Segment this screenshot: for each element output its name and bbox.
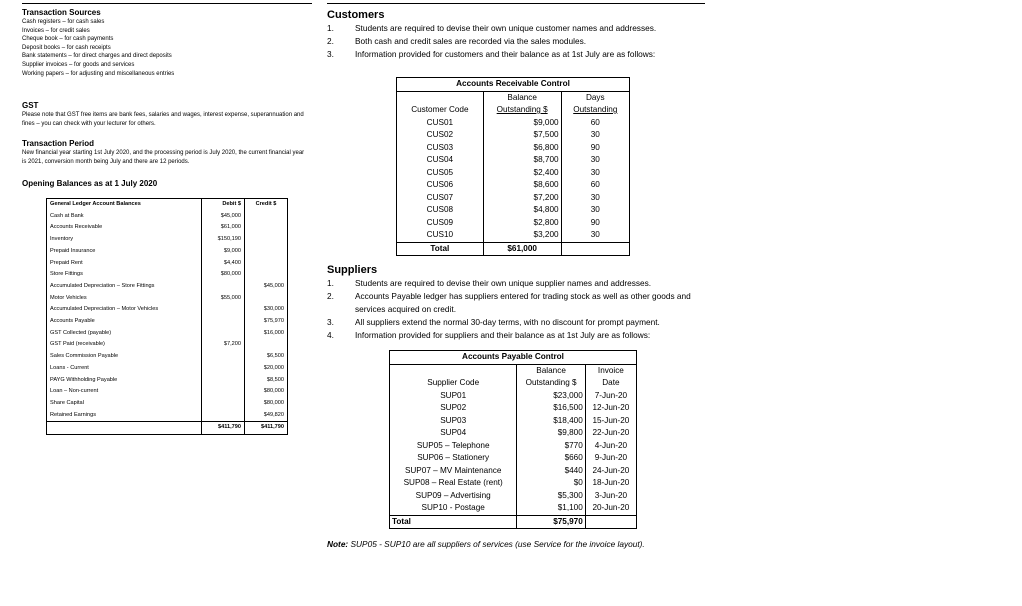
ar-control-balance: $7,500 — [483, 129, 561, 142]
gl-account-name: Share Capital — [50, 399, 84, 406]
ar-control-balance: $7,200 — [483, 192, 561, 205]
gl-debit: $55,000 — [202, 293, 245, 305]
list-text: Students are required to devise their own unique supplier names and addresses. — [355, 278, 652, 288]
ar-control-code: CUS08 — [426, 205, 454, 214]
transaction-sources-heading: Transaction Sources — [22, 8, 101, 17]
ap-control-third: 12-Jun-20 — [585, 402, 636, 415]
ap-control-row — [390, 502, 637, 515]
ar-control-balance: $8,600 — [483, 179, 561, 192]
note-text: SUP05 - SUP10 are all suppliers of services (use Service for the invoice layout). — [350, 539, 645, 549]
gl-account-name: Store Fittings — [50, 271, 83, 278]
gl-row — [47, 222, 288, 234]
list-text: Information provided for customers and their balance as at 1st July are as follows: — [355, 49, 656, 59]
ar-control-code: CUS04 — [426, 155, 454, 164]
ar-control-table — [396, 77, 630, 256]
gl-credit: $20,000 — [245, 363, 288, 375]
gl-credit: $30,000 — [245, 304, 288, 316]
ap-control-code: SUP03 — [440, 415, 467, 425]
ap-control-third: 3-Jun-20 — [585, 490, 636, 503]
ap-control-row — [390, 440, 637, 453]
list-number: 1. — [327, 23, 334, 33]
gl-debit — [202, 304, 245, 316]
gl-account-name: Accounts Payable — [50, 318, 95, 325]
gl-debit: $45,000 — [202, 211, 245, 223]
gl-row — [47, 316, 288, 328]
gst-section — [22, 101, 307, 128]
gl-debit: $80,000 — [202, 269, 245, 281]
gl-debit: $4,400 — [202, 258, 245, 270]
gl-account-name: Prepaid Insurance — [50, 247, 96, 254]
list-number: 3. — [327, 317, 334, 327]
list-number: 4. — [327, 330, 334, 340]
gl-credit — [245, 339, 288, 351]
gl-credit: $49,820 — [245, 410, 288, 422]
transaction-sources-section — [22, 8, 174, 78]
ar-control-third: 30 — [561, 229, 629, 242]
ar-control-row — [397, 142, 630, 155]
ar-control-row — [397, 117, 630, 130]
ap-control-third: 22-Jun-20 — [585, 427, 636, 440]
gl-row — [47, 304, 288, 316]
ar-body — [397, 117, 630, 243]
ar-control-third: 90 — [561, 142, 629, 155]
ap-control-third: 4-Jun-20 — [585, 440, 636, 453]
transaction-sources-list — [22, 18, 174, 78]
transaction-period-section — [22, 139, 307, 166]
gl-debit: $150,190 — [202, 234, 245, 246]
gl-header-credit: Credit $ — [245, 199, 288, 211]
ap-control-third: 7-Jun-20 — [585, 390, 636, 403]
ar-control-code: CUS10 — [426, 230, 454, 239]
ap-control-row — [390, 427, 637, 440]
ar-total-row — [397, 242, 630, 256]
suppliers-list-item — [327, 329, 722, 342]
ar-control-third: 30 — [561, 167, 629, 180]
gl-total-debit: $411,790 — [202, 422, 245, 435]
ap-title-row — [390, 351, 637, 365]
ap-control-third: 24-Jun-20 — [585, 465, 636, 478]
gl-row — [47, 234, 288, 246]
ar-control-balance: $2,400 — [483, 167, 561, 180]
transaction-source-item: Bank statements – for direct charges and direct deposits — [22, 53, 172, 60]
ar-header-row-2 — [397, 104, 630, 117]
gl-row — [47, 246, 288, 258]
ap-control-third: 9-Jun-20 — [585, 452, 636, 465]
gl-account-name: Loans - Current — [50, 364, 89, 371]
ap-control-balance: $440 — [517, 465, 585, 478]
ar-control-row — [397, 179, 630, 192]
ap-total-blank — [585, 515, 636, 529]
gl-debit — [202, 351, 245, 363]
gl-credit: $45,000 — [245, 281, 288, 293]
ar-control-code: CUS07 — [426, 192, 454, 202]
ap-control-code: SUP08 – Real Estate (rent) — [403, 478, 503, 487]
ar-control-third: 90 — [561, 217, 629, 230]
ar-control-third: 30 — [561, 129, 629, 142]
gl-account-name: Loan – Non-current — [50, 388, 99, 395]
ar-control-balance: $6,800 — [483, 142, 561, 155]
list-text: Students are required to devise their own unique customer names and addresses. — [355, 23, 657, 33]
transaction-period-heading: Transaction Period — [22, 139, 95, 148]
note — [327, 539, 722, 549]
customers-list-item — [327, 35, 722, 48]
ar-control-third: 60 — [561, 179, 629, 192]
gl-header-account: General Ledger Account Balances — [50, 201, 141, 207]
gl-debit — [202, 410, 245, 422]
ar-total-value: $61,000 — [483, 242, 561, 256]
gl-account-name: Retained Earnings — [50, 411, 97, 418]
gl-credit: $80,000 — [245, 398, 288, 410]
ap-header-row-1 — [390, 364, 637, 377]
gl-account-name: Accumulated Depreciation – Motor Vehicles — [50, 306, 159, 313]
ar-header-balance-1: Balance — [483, 91, 561, 104]
gl-body — [47, 211, 288, 422]
ap-header-balance-1: Balance — [517, 364, 585, 377]
ar-total-label: Total — [397, 242, 484, 256]
gl-credit: $16,000 — [245, 328, 288, 340]
ar-control-balance: $9,000 — [483, 117, 561, 130]
ap-control-row — [390, 415, 637, 428]
ar-control-row — [397, 192, 630, 205]
ap-control-code: SUP09 – Advertising — [415, 490, 491, 500]
ap-control-balance: $18,400 — [517, 415, 585, 428]
ar-header-blank — [397, 91, 484, 104]
customers-list-item — [327, 48, 722, 61]
gst-heading: GST — [22, 101, 39, 110]
gl-row — [47, 375, 288, 387]
ap-control-code: SUP07 – MV Maintenance — [404, 465, 502, 475]
gl-account-name: Inventory — [50, 236, 74, 243]
ap-control-row — [390, 490, 637, 503]
gl-account-name: GST Collected (payable) — [50, 329, 112, 336]
suppliers-list-item — [327, 290, 722, 316]
ar-control-third: 60 — [561, 117, 629, 130]
gl-credit: $80,000 — [245, 386, 288, 398]
ar-control-balance: $2,800 — [483, 217, 561, 230]
ap-control-code: SUP04 — [440, 428, 467, 437]
customers-list — [327, 22, 722, 61]
ar-control-title: Accounts Receivable Control — [397, 78, 630, 92]
gl-credit: $6,500 — [245, 351, 288, 363]
gl-credit: $75,970 — [245, 316, 288, 328]
gl-credit — [245, 211, 288, 223]
gl-total-row — [47, 422, 288, 435]
ap-control-third: 18-Jun-20 — [585, 477, 636, 490]
gl-debit — [202, 398, 245, 410]
ap-control-third: 20-Jun-20 — [585, 502, 636, 515]
note-label: Note: — [327, 539, 349, 549]
ap-control-balance: $770 — [517, 440, 585, 453]
ap-control-code: SUP05 – Telephone — [416, 440, 490, 450]
suppliers-list — [327, 277, 722, 342]
suppliers-section — [327, 264, 722, 342]
ar-control-code: CUS06 — [426, 180, 454, 189]
gl-account-name: Accumulated Depreciation – Store Fittings — [50, 282, 155, 289]
top-rule-left — [22, 3, 312, 4]
ap-control-balance: $1,100 — [517, 502, 585, 515]
list-text: Both cash and credit sales are recorded via the sales modules. — [355, 36, 587, 46]
ap-control-code: SUP02 — [440, 403, 467, 412]
gl-row — [47, 293, 288, 305]
gl-account-name: Cash at Bank — [50, 212, 84, 219]
gl-debit — [202, 363, 245, 375]
transaction-period-line: New financial year starting 1st July 2020, and the processing period is July 2020, the current financial year is 2021, conversion month being July and there are 12 periods. — [22, 150, 305, 165]
gl-row — [47, 363, 288, 375]
gl-credit — [245, 246, 288, 258]
ar-control-third: 30 — [561, 192, 629, 205]
gl-row — [47, 281, 288, 293]
ap-total-value: $75,970 — [517, 515, 585, 529]
gl-debit — [202, 328, 245, 340]
ap-control-row — [390, 477, 637, 490]
gl-credit — [245, 234, 288, 246]
list-text: All suppliers extend the normal 30-day terms, with no discount for prompt payment. — [355, 317, 660, 327]
ap-control-balance: $9,800 — [517, 427, 585, 440]
gl-row — [47, 410, 288, 422]
ar-header-days-2: Outstanding — [561, 104, 629, 117]
ap-control-balance: $5,300 — [517, 490, 585, 503]
ap-control-row — [390, 465, 637, 478]
ap-control-row — [390, 452, 637, 465]
gl-debit — [202, 375, 245, 387]
gl-header-debit: Debit $ — [202, 199, 245, 211]
ar-control-row — [397, 217, 630, 230]
gl-credit — [245, 293, 288, 305]
ar-control-code: CUS05 — [426, 167, 454, 177]
ar-control-code: CUS09 — [426, 217, 454, 227]
gl-credit: $8,500 — [245, 375, 288, 387]
ar-control-code: CUS03 — [426, 142, 454, 152]
ar-control-balance: $8,700 — [483, 154, 561, 167]
top-rule-right — [327, 3, 705, 4]
gl-credit — [245, 269, 288, 281]
ap-total-row — [390, 515, 637, 529]
ar-total-blank — [561, 242, 629, 256]
ap-control-row — [390, 390, 637, 403]
gl-debit — [202, 386, 245, 398]
gl-row — [47, 386, 288, 398]
gl-account-name: Accounts Receivable — [50, 224, 103, 231]
transaction-source-item: Cheque book – for cash payments — [22, 36, 114, 43]
ar-header-code: Customer Code — [411, 105, 469, 114]
ap-control-table — [389, 350, 637, 529]
ap-total-label: Total — [390, 515, 517, 529]
customers-list-item — [327, 22, 722, 35]
gl-total-credit: $411,790 — [245, 422, 288, 435]
gl-debit: $61,000 — [202, 222, 245, 234]
ar-control-third: 30 — [561, 204, 629, 217]
list-number: 3. — [327, 49, 334, 59]
suppliers-heading: Suppliers — [327, 264, 378, 276]
ar-control-balance: $4,800 — [483, 204, 561, 217]
gl-debit: $7,200 — [202, 339, 245, 351]
ar-control-code: CUS01 — [426, 117, 454, 127]
list-number: 2. — [327, 291, 334, 301]
gl-row — [47, 398, 288, 410]
ap-header-blank — [390, 364, 517, 377]
transaction-source-item: Working papers – for adjusting and miscellaneous entries — [22, 70, 175, 77]
gst-text: Please note that GST free items are bank fees, salaries and wages, interest expense, superannuation and fines – you can check with your lecturer for others. — [22, 112, 304, 127]
gl-credit — [245, 258, 288, 270]
ap-control-balance: $0 — [517, 477, 585, 490]
customers-heading: Customers — [327, 9, 385, 21]
gl-debit — [202, 281, 245, 293]
list-number: 2. — [327, 36, 334, 46]
ap-control-code: SUP01 — [440, 390, 467, 400]
gl-credit — [245, 222, 288, 234]
gl-row — [47, 339, 288, 351]
ap-body — [390, 390, 637, 516]
gl-row — [47, 211, 288, 223]
gl-account-name: Motor Vehicles — [50, 294, 87, 301]
ar-control-row — [397, 154, 630, 167]
transaction-source-item: Invoices – for credit sales — [22, 27, 90, 34]
ap-control-row — [390, 402, 637, 415]
ap-header-row-2 — [390, 377, 637, 390]
ap-control-balance: $660 — [517, 452, 585, 465]
gl-account-name: PAYG Withholding Payable — [50, 376, 118, 383]
ap-header-code: Supplier Code — [427, 378, 480, 387]
ap-header-date-1: Invoice — [585, 364, 636, 377]
gl-row — [47, 258, 288, 270]
ar-control-code: CUS02 — [426, 130, 454, 139]
opening-balances-section — [22, 179, 157, 189]
gl-balances-table — [46, 198, 288, 435]
list-number: 1. — [327, 278, 334, 288]
gl-debit — [202, 316, 245, 328]
ar-control-row — [397, 129, 630, 142]
transaction-source-item: Supplier invoices – for goods and services — [22, 61, 135, 68]
list-text: Information provided for suppliers and their balance as at 1st July are as follows: — [355, 330, 651, 340]
ap-header-balance-2: Outstanding $ — [517, 377, 585, 390]
ap-control-balance: $16,500 — [517, 402, 585, 415]
ap-control-balance: $23,000 — [517, 390, 585, 403]
gl-row — [47, 328, 288, 340]
gl-header-row — [47, 199, 288, 211]
ar-header-row-1 — [397, 91, 630, 104]
ap-control-title: Accounts Payable Control — [390, 351, 637, 365]
gl-row — [47, 351, 288, 363]
ap-header-date-2: Date — [585, 377, 636, 390]
gl-account-name: Sales Commission Payable — [50, 353, 119, 360]
suppliers-list-item — [327, 316, 722, 329]
transaction-source-item: Deposit books – for cash receipts — [22, 44, 111, 51]
gl-total-label — [47, 422, 202, 435]
gl-account-name: Prepaid Rent — [50, 259, 83, 266]
ar-control-row — [397, 204, 630, 217]
gl-account-name: GST Paid (receivable) — [50, 341, 105, 348]
ar-header-balance-2: Outstanding $ — [483, 104, 561, 117]
ap-control-code: SUP10 - Postage — [421, 503, 485, 512]
transaction-period-text — [22, 149, 307, 166]
customers-section — [327, 9, 722, 61]
opening-balances-heading: Opening Balances as at 1 July 2020 — [22, 179, 158, 188]
ap-control-third: 15-Jun-20 — [585, 415, 636, 428]
ar-control-row — [397, 167, 630, 180]
ar-control-balance: $3,200 — [483, 229, 561, 242]
ar-control-row — [397, 229, 630, 242]
ar-title-row — [397, 78, 630, 92]
transaction-source-item: Cash registers – for cash sales — [22, 19, 105, 25]
gl-row — [47, 269, 288, 281]
ap-control-code: SUP06 – Stationery — [417, 453, 490, 462]
gl-debit: $9,000 — [202, 246, 245, 258]
list-text: Accounts Payable ledger has suppliers entered for trading stock as well as other goods and services acquired on credit. — [355, 291, 691, 314]
ar-control-third: 30 — [561, 154, 629, 167]
ar-header-days-1: Days — [561, 91, 629, 104]
suppliers-list-item — [327, 277, 722, 290]
